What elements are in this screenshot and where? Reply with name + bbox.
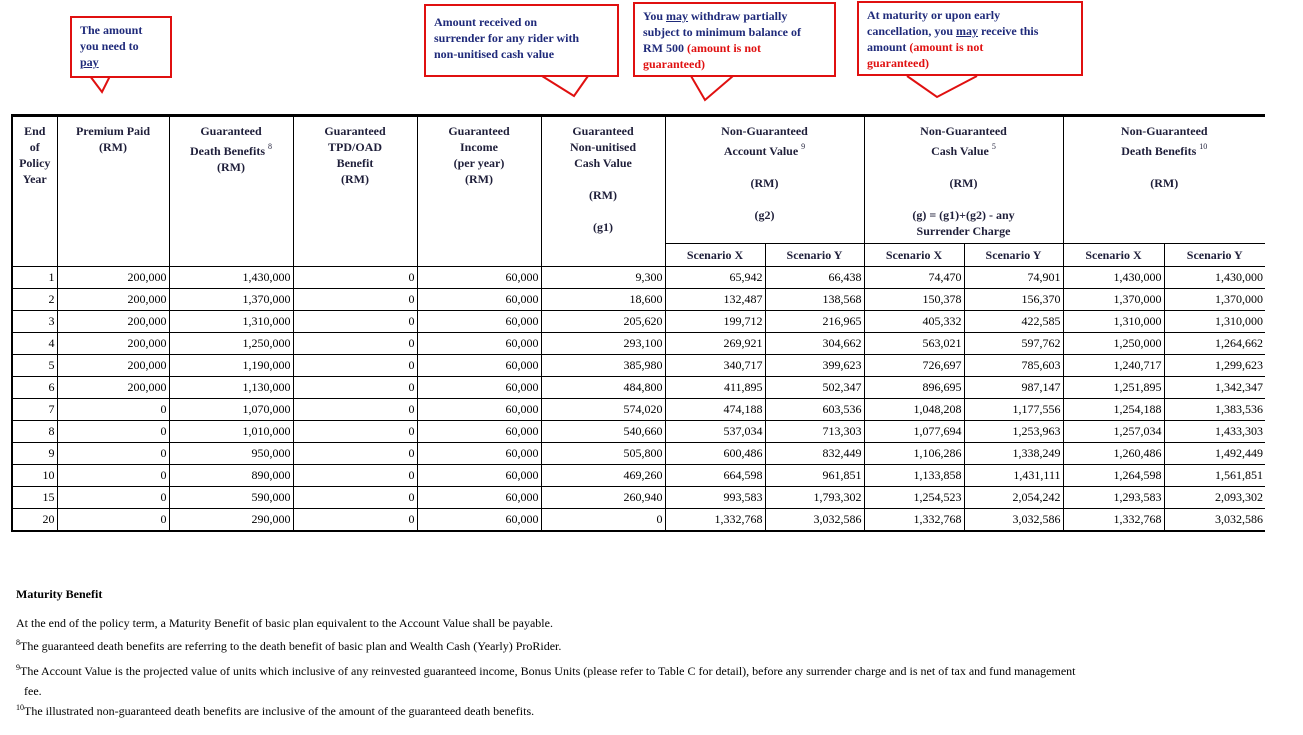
table-cell: 1,433,303: [1164, 421, 1265, 443]
table-cell: 1,430,000: [169, 267, 293, 289]
table-cell: 0: [293, 399, 417, 421]
table-cell: 1,332,768: [864, 509, 964, 532]
table-cell: 0: [293, 421, 417, 443]
table-cell: 1,264,662: [1164, 333, 1265, 355]
table-cell: 1,190,000: [169, 355, 293, 377]
header-scenario-y: Scenario Y: [1164, 244, 1265, 267]
callout-text-line: The amount: [80, 23, 143, 37]
table-cell: 993,583: [665, 487, 765, 509]
callout-text-line: non-unitised cash value: [434, 47, 555, 61]
header-non-guaranteed-account-value: Non-Guaranteed Account Value $^9$ (RM) (g2): [665, 116, 864, 244]
table-cell: 200,000: [57, 311, 169, 333]
table-cell: 0: [57, 509, 169, 532]
table-cell: 0: [293, 333, 417, 355]
table-cell: 785,603: [964, 355, 1063, 377]
table-cell: 304,662: [765, 333, 864, 355]
callout-text-line: amount (amount is not: [867, 40, 984, 54]
table-cell: 1,070,000: [169, 399, 293, 421]
table-cell: 0: [57, 465, 169, 487]
table-cell: 1,383,536: [1164, 399, 1265, 421]
table-row: [12, 421, 1265, 443]
table-cell: 0: [57, 399, 169, 421]
table-row: [12, 443, 1265, 465]
table-cell: 1,264,598: [1063, 465, 1164, 487]
table-cell: 411,895: [665, 377, 765, 399]
table-cell: 200,000: [57, 333, 169, 355]
table-cell: 65,942: [665, 267, 765, 289]
table-cell: 0: [57, 421, 169, 443]
table-cell: 540,660: [541, 421, 665, 443]
callout-text-line: pay: [80, 55, 99, 69]
table-cell: 290,000: [169, 509, 293, 532]
table-cell: 74,901: [964, 267, 1063, 289]
table-cell: 597,762: [964, 333, 1063, 355]
table-cell: 399,623: [765, 355, 864, 377]
benefit-illustration-table: [11, 114, 1265, 532]
table-cell: 0: [293, 267, 417, 289]
table-cell: 1,293,583: [1063, 487, 1164, 509]
table-cell: 1,254,523: [864, 487, 964, 509]
table-cell: 1,370,000: [169, 289, 293, 311]
table-cell: 1,130,000: [169, 377, 293, 399]
table-cell: 10: [12, 465, 57, 487]
table-cell: 200,000: [57, 377, 169, 399]
table-cell: 293,100: [541, 333, 665, 355]
table-cell: 2,093,302: [1164, 487, 1265, 509]
table-cell: 74,470: [864, 267, 964, 289]
table-cell: 1,240,717: [1063, 355, 1164, 377]
table-cell: 3,032,586: [1164, 509, 1265, 532]
table-cell: 1,310,000: [1063, 311, 1164, 333]
table-cell: 9,300: [541, 267, 665, 289]
header-non-guaranteed-cash-value: Non-Guaranteed Cash Value $^5$ (RM) (g) = (g1)+(g2) - any Surrender Charge: [864, 116, 1063, 244]
table-cell: 1,310,000: [169, 311, 293, 333]
callout-text-line: cancellation, you may receive this: [867, 24, 1039, 38]
callout-text-line: guaranteed): [643, 57, 705, 71]
table-cell: 1,332,768: [665, 509, 765, 532]
table-cell: 60,000: [417, 399, 541, 421]
table-cell: 0: [293, 355, 417, 377]
callout-text-line: subject to minimum balance of: [643, 25, 801, 39]
table-cell: 1,010,000: [169, 421, 293, 443]
table-cell: 502,347: [765, 377, 864, 399]
table-cell: 1,430,000: [1164, 267, 1265, 289]
table-row: [12, 465, 1265, 487]
callout-text-line: You may withdraw partially: [643, 9, 788, 23]
table-cell: 20: [12, 509, 57, 532]
table-cell: 0: [293, 465, 417, 487]
table-cell: 590,000: [169, 487, 293, 509]
table-cell: 1,048,208: [864, 399, 964, 421]
table-cell: 200,000: [57, 289, 169, 311]
table-cell: 1,253,963: [964, 421, 1063, 443]
table-row: [12, 289, 1265, 311]
header-guaranteed-income: Guaranteed Income (per year) (RM): [417, 116, 541, 267]
table-cell: 1,561,851: [1164, 465, 1265, 487]
table-row: [12, 311, 1265, 333]
table-cell: 138,568: [765, 289, 864, 311]
table-row: [12, 509, 1265, 532]
callout-text-line: guaranteed): [867, 56, 929, 70]
table-cell: 1,332,768: [1063, 509, 1164, 532]
table-cell: 60,000: [417, 333, 541, 355]
header-scenario-x: Scenario X: [1063, 244, 1164, 267]
table-cell: 200,000: [57, 355, 169, 377]
table-row: [12, 377, 1265, 399]
maturity-benefit-heading: Maturity Benefit: [16, 587, 103, 601]
table-cell: 600,486: [665, 443, 765, 465]
callout-text-line: Amount received on: [434, 15, 538, 29]
table-cell: 15: [12, 487, 57, 509]
header-scenario-x: Scenario X: [864, 244, 964, 267]
table-cell: 260,940: [541, 487, 665, 509]
table-cell: 60,000: [417, 421, 541, 443]
callout-text-line: RM 500 (amount is not: [643, 41, 762, 55]
table-cell: 1,310,000: [1164, 311, 1265, 333]
table-cell: 199,712: [665, 311, 765, 333]
table-cell: 9: [12, 443, 57, 465]
table-cell: 726,697: [864, 355, 964, 377]
table-cell: 505,800: [541, 443, 665, 465]
table-cell: 60,000: [417, 311, 541, 333]
table-cell: 4: [12, 333, 57, 355]
table-cell: 1,077,694: [864, 421, 964, 443]
table-cell: 60,000: [417, 377, 541, 399]
table-cell: 1,106,286: [864, 443, 964, 465]
table-cell: 3: [12, 311, 57, 333]
table-cell: 132,487: [665, 289, 765, 311]
table-cell: 150,378: [864, 289, 964, 311]
table-cell: 156,370: [964, 289, 1063, 311]
header-scenario-y: Scenario Y: [964, 244, 1063, 267]
table-cell: 1,177,556: [964, 399, 1063, 421]
table-row: [12, 333, 1265, 355]
table-cell: 2,054,242: [964, 487, 1063, 509]
table-cell: 0: [57, 443, 169, 465]
table-cell: 0: [57, 487, 169, 509]
footnote-9-continued: fee.: [24, 684, 42, 698]
table-cell: 1,299,623: [1164, 355, 1265, 377]
maturity-benefit-paragraph: At the end of the policy term, a Maturity Benefit of basic plan equivalent to the Account Value shall be payable.: [16, 616, 553, 630]
table-cell: 0: [293, 509, 417, 532]
table-cell: 405,332: [864, 311, 964, 333]
table-cell: 1,793,302: [765, 487, 864, 509]
table-cell: 1,370,000: [1063, 289, 1164, 311]
table-cell: 385,980: [541, 355, 665, 377]
table-cell: 60,000: [417, 289, 541, 311]
table-cell: 60,000: [417, 443, 541, 465]
table-row: [12, 487, 1265, 509]
header-guaranteed-death-benefits: Guaranteed Death Benefits $^8$ (RM): [169, 116, 293, 267]
table-cell: 1,251,895: [1063, 377, 1164, 399]
footnote-9: $^9$The Account Value is the projected value of units which inclusive of any reinvested guaranteed income, Bonus Units (please refer to Table C for detail), before any surrender charge and is net of tax and fund management: [16, 663, 1076, 678]
table-cell: 66,438: [765, 267, 864, 289]
callout-text-line: surrender for any rider with: [434, 31, 580, 45]
table-cell: 5: [12, 355, 57, 377]
header-scenario-y: Scenario Y: [765, 244, 864, 267]
table-cell: 664,598: [665, 465, 765, 487]
callout-text-line: At maturity or upon early: [867, 8, 1001, 22]
table-cell: 713,303: [765, 421, 864, 443]
table-cell: 896,695: [864, 377, 964, 399]
table-cell: 340,717: [665, 355, 765, 377]
table-cell: 987,147: [964, 377, 1063, 399]
table-cell: 18,600: [541, 289, 665, 311]
footnote-8: $^8$The guaranteed death benefits are referring to the death benefit of basic plan and Wealth Cash (Yearly) ProRider.: [16, 638, 562, 653]
table-row: [12, 399, 1265, 421]
table-row: [12, 267, 1265, 289]
table-cell: 1,133,858: [864, 465, 964, 487]
table-cell: 961,851: [765, 465, 864, 487]
callout-text-line: you need to: [80, 39, 139, 53]
table-cell: 422,585: [964, 311, 1063, 333]
table-cell: 1,430,000: [1063, 267, 1164, 289]
table-cell: 60,000: [417, 355, 541, 377]
table-cell: 1,254,188: [1063, 399, 1164, 421]
table-cell: 269,921: [665, 333, 765, 355]
table-cell: 1,250,000: [1063, 333, 1164, 355]
header-end-of-policy-year: End of Policy Year: [12, 116, 57, 267]
table-cell: 1,342,347: [1164, 377, 1265, 399]
table-cell: 60,000: [417, 267, 541, 289]
table-cell: 1,250,000: [169, 333, 293, 355]
table-cell: 890,000: [169, 465, 293, 487]
footnote-10: $^{10}$The illustrated non-guaranteed death benefits are inclusive of the amount of the guaranteed death benefits.: [16, 703, 535, 718]
table-cell: 0: [293, 443, 417, 465]
table-cell: 2: [12, 289, 57, 311]
header-premium-paid: Premium Paid (RM): [57, 116, 169, 267]
table-cell: 0: [541, 509, 665, 532]
table-cell: 574,020: [541, 399, 665, 421]
table-cell: 7: [12, 399, 57, 421]
table-cell: 1,492,449: [1164, 443, 1265, 465]
table-cell: 563,021: [864, 333, 964, 355]
table-cell: 0: [293, 377, 417, 399]
header-guaranteed-tpd-oad-benefit: Guaranteed TPD/OAD Benefit (RM): [293, 116, 417, 267]
table-cell: 832,449: [765, 443, 864, 465]
table-cell: 0: [293, 311, 417, 333]
table-cell: 216,965: [765, 311, 864, 333]
table-cell: 1,431,111: [964, 465, 1063, 487]
header-guaranteed-non-unitised-cash-value: Guaranteed Non-unitised Cash Value (RM) (g1): [541, 116, 665, 267]
table-cell: 484,800: [541, 377, 665, 399]
table-cell: 0: [293, 289, 417, 311]
table-cell: 3,032,586: [765, 509, 864, 532]
table-cell: 0: [293, 487, 417, 509]
table-cell: 3,032,586: [964, 509, 1063, 532]
table-body: [12, 267, 1265, 532]
table-cell: 1,260,486: [1063, 443, 1164, 465]
table-cell: 950,000: [169, 443, 293, 465]
table-cell: 603,536: [765, 399, 864, 421]
table-cell: 205,620: [541, 311, 665, 333]
table-cell: 6: [12, 377, 57, 399]
table-cell: 200,000: [57, 267, 169, 289]
table-cell: 1,370,000: [1164, 289, 1265, 311]
table-cell: 1,338,249: [964, 443, 1063, 465]
header-scenario-x: Scenario X: [665, 244, 765, 267]
table-cell: 1,257,034: [1063, 421, 1164, 443]
table-row: [12, 355, 1265, 377]
table-cell: 8: [12, 421, 57, 443]
table-cell: 474,188: [665, 399, 765, 421]
table-cell: 469,260: [541, 465, 665, 487]
header-non-guaranteed-death-benefits: Non-Guaranteed Death Benefits $^{10}$ (RM): [1063, 116, 1265, 244]
table-cell: 537,034: [665, 421, 765, 443]
table-cell: 60,000: [417, 487, 541, 509]
table-cell: 60,000: [417, 465, 541, 487]
table-cell: 60,000: [417, 509, 541, 532]
table-cell: 1: [12, 267, 57, 289]
